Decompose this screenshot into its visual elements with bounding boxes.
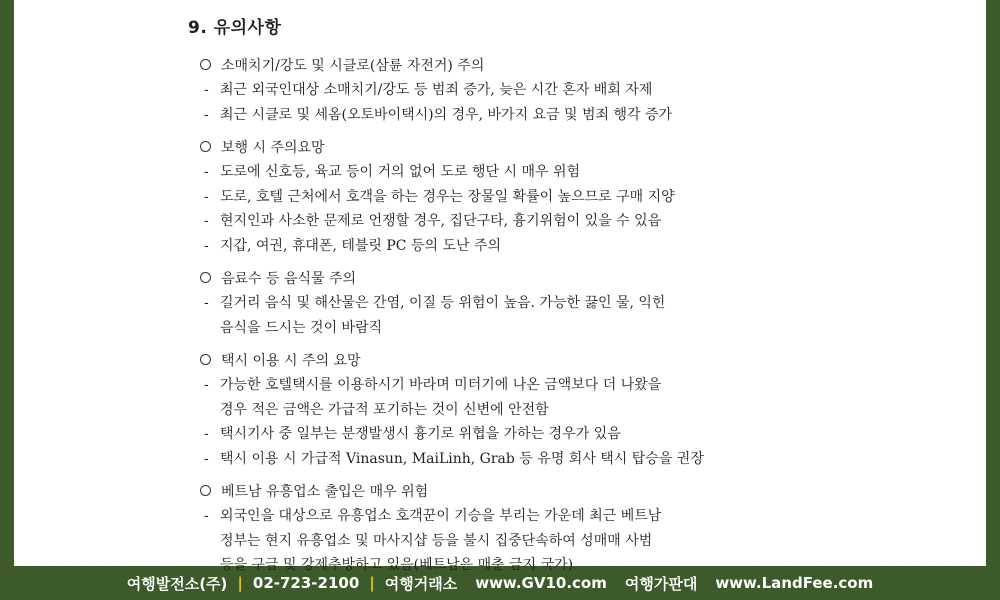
exchange-label: 여행거래소 xyxy=(384,574,458,593)
item-text-line: 경우 적은 금액은 가급적 포기하는 것이 신변에 안전함 xyxy=(220,401,549,418)
list-item xyxy=(200,160,746,185)
item-text-line: 길거리 음식 및 해산물은 간염, 이질 등 위험이 높음. 가능한 끓인 물, 익힌 xyxy=(220,295,666,311)
notice-section xyxy=(200,267,746,340)
dash-bullet: - xyxy=(204,508,209,524)
section-title xyxy=(200,267,746,291)
list-item xyxy=(200,103,746,128)
footer-separator: | xyxy=(369,574,375,592)
item-text-line: 등을 구금 및 강제추방하고 있음(베트남은 매춘 금지 국가) xyxy=(220,557,574,573)
item-text-line: 최근 외국인대상 소매치기/강도 등 범죄 증가, 늦은 시간 혼자 배회 자제 xyxy=(220,82,653,98)
list-item xyxy=(200,78,746,103)
item-text-line: 도로에 신호등, 육교 등이 거의 없어 도로 행단 시 매우 위험 xyxy=(220,164,581,180)
dash-bullet: - xyxy=(204,426,209,442)
dash-bullet: - xyxy=(204,450,209,467)
document-page xyxy=(14,0,986,573)
notice-section xyxy=(200,349,746,471)
dash-bullet: - xyxy=(204,82,209,98)
list-item xyxy=(200,209,746,234)
circle-bullet-icon xyxy=(200,354,211,365)
section-title-text: 소매치기/강도 및 시클로(삼륜 자전거) 주의 xyxy=(221,58,485,74)
dash-bullet: - xyxy=(204,106,209,123)
dash-bullet: - xyxy=(204,188,209,205)
item-text-line: 지갑, 여권, 휴대폰, 테블릿 PC 등의 도난 주의 xyxy=(220,237,502,254)
dash-bullet: - xyxy=(204,164,209,180)
market-url-link[interactable]: www.LandFee.com xyxy=(715,574,874,592)
list-item xyxy=(200,185,746,210)
section-title-text: 택시 이용 시 주의 요망 xyxy=(221,353,361,369)
phone-number: 02-723-2100 xyxy=(252,574,360,592)
item-text-line: 택시기사 중 일부는 분쟁발생시 흉기로 위협을 가하는 경우가 있음 xyxy=(220,426,621,442)
section-title xyxy=(200,349,746,373)
section-title xyxy=(200,54,746,78)
item-text-line: 외국인을 대상으로 유흥업소 호객꾼이 기승을 부리는 가운데 최근 베트남 xyxy=(220,508,662,524)
item-text-line: 가능한 호텔택시를 이용하시기 바라며 미터기에 나온 금액보다 더 나왔을 xyxy=(220,377,662,393)
item-text-line: 정부는 현지 유흥업소 및 마사지샵 등을 불시 집중단속하여 성매매 사범 xyxy=(220,532,653,549)
section-title-text: 베트남 유흥업소 출입은 매우 위험 xyxy=(221,484,429,500)
circle-bullet-icon xyxy=(200,59,211,70)
company-name: 여행발전소(주) xyxy=(126,574,228,593)
list-item xyxy=(200,422,746,447)
notice-section xyxy=(200,480,746,578)
section-heading: 9. 유의사항 xyxy=(188,18,282,38)
exchange-url-link[interactable]: www.GV10.com xyxy=(475,574,607,592)
circle-bullet-icon xyxy=(200,141,211,152)
dash-bullet: - xyxy=(204,213,209,229)
dash-bullet: - xyxy=(204,237,209,254)
notice-section xyxy=(200,136,746,258)
notice-sections xyxy=(186,54,746,578)
list-item xyxy=(200,447,746,472)
item-text-line: 음식을 드시는 것이 바람직 xyxy=(220,319,383,336)
notice-content xyxy=(186,14,746,587)
list-item xyxy=(200,234,746,259)
circle-bullet-icon xyxy=(200,272,211,283)
item-text-line: 택시 이용 시 가급적 Vinasun, MaiLinh, Grab 등 유명 회사 택시 탑승을 권장 xyxy=(220,450,704,467)
list-item xyxy=(200,373,746,422)
item-text-line: 도로, 호텔 근처에서 호객을 하는 경우는 장물일 확률이 높으므로 구매 지양 xyxy=(220,188,675,205)
dash-bullet: - xyxy=(204,377,209,393)
footer-separator: | xyxy=(237,574,243,592)
item-text-line: 최근 시클로 및 세옴(오토바이택시)의 경우, 바가지 요금 및 범죄 행각 증가 xyxy=(220,106,673,123)
section-title xyxy=(200,480,746,504)
item-text-line: 현지인과 사소한 문제로 언쟁할 경우, 집단구타, 흉기위험이 있을 수 있음 xyxy=(220,213,662,229)
footer-bar xyxy=(0,566,1000,600)
list-item xyxy=(200,291,746,340)
dash-bullet: - xyxy=(204,295,209,311)
section-title xyxy=(200,136,746,160)
market-label: 여행가판대 xyxy=(624,574,698,593)
notice-section xyxy=(200,54,746,127)
circle-bullet-icon xyxy=(200,485,211,496)
section-title-text: 보행 시 주의요망 xyxy=(221,140,325,156)
section-title-text: 음료수 등 음식물 주의 xyxy=(221,271,357,287)
